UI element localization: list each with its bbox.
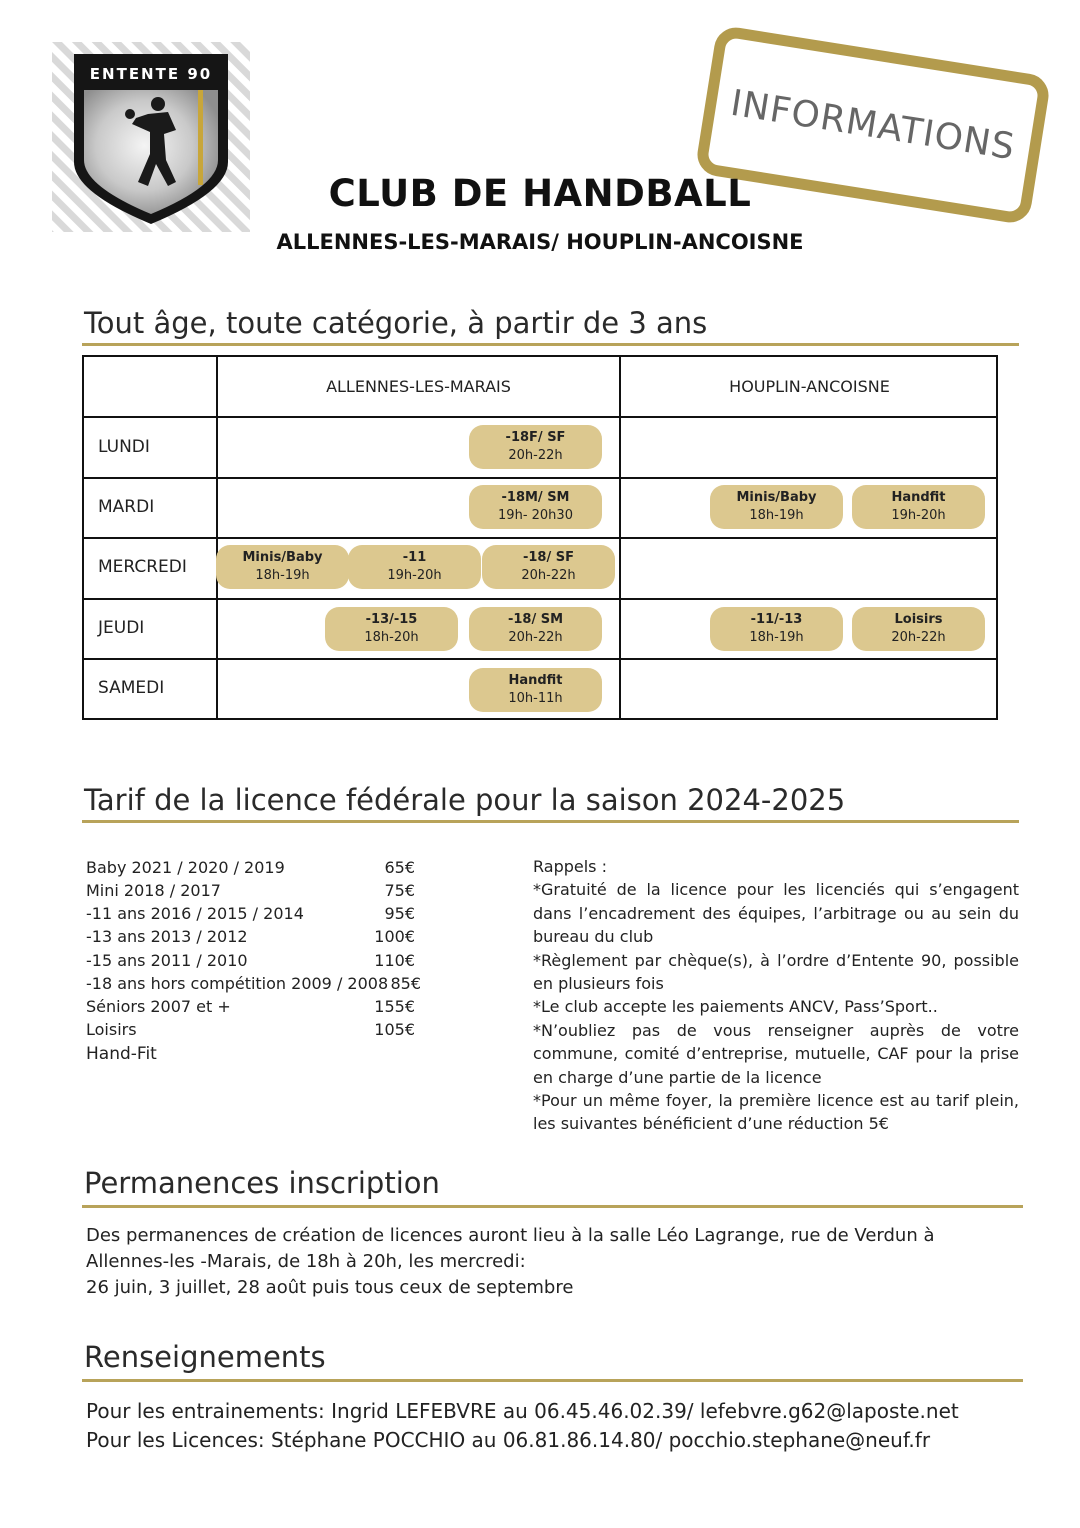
rappel-item: *Gratuité de la licence pour les licenciés qui s’engagent dans l’encadrement des équipes, l’arbitrage ou au sein du bureau du club [533, 880, 1019, 947]
slot-time: 18h-20h [364, 630, 419, 645]
slot-category: -18/ SM [507, 612, 564, 627]
day-label-mercredi: MERCREDI [98, 557, 187, 577]
rappel-item: *N’oubliez pas de vous renseigner auprès de votre commune, comité d’entreprise, mutuelle, CAF pour la prise en charge d’une partie de la licence [533, 1020, 1019, 1087]
rappels-block [533, 855, 1019, 1136]
slot-time: 18h-19h [255, 568, 310, 583]
day-label-jeudi: JEUDI [98, 618, 145, 638]
tarif-label: Séniors 2007 et + [86, 997, 231, 1016]
renseignements-text [86, 1397, 959, 1455]
training-slot [469, 425, 602, 469]
tarif-row [86, 904, 421, 927]
tarif-row [86, 951, 421, 974]
tarif-label: Baby 2021 / 2020 / 2019 [86, 858, 285, 877]
permanences-heading: Permanences inscription [84, 1166, 440, 1200]
stamp-text: INFORMATIONS [727, 82, 1019, 168]
slot-category: Handfit [891, 490, 946, 505]
tarif-label: -15 ans 2011 / 2010 [86, 951, 248, 970]
renseignements-heading: Renseignements [84, 1340, 326, 1374]
tarif-row [86, 927, 421, 950]
permanences-divider [82, 1205, 1023, 1208]
tarif-label: -18 ans hors compétition 2009 / 2008 [86, 974, 389, 993]
slot-time: 20h-22h [521, 568, 576, 583]
day-label-mardi: MARDI [98, 497, 155, 517]
schedule-table [82, 355, 998, 720]
logo-text: ENTENTE 90 [89, 65, 213, 83]
tarif-price: 65€ [384, 858, 415, 877]
slot-category: -18M/ SM [501, 490, 570, 505]
page-title: CLUB DE HANDBALL [328, 172, 752, 215]
slot-category: Loisirs [894, 612, 943, 627]
slot-time: 20h-22h [508, 630, 563, 645]
renseignements-divider [82, 1379, 1023, 1382]
slot-time: 19h-20h [387, 568, 442, 583]
slot-category: -11/-13 [750, 612, 803, 627]
tarif-price: 155€ [374, 997, 415, 1016]
tarif-label: -11 ans 2016 / 2015 / 2014 [86, 904, 304, 923]
training-slot [216, 545, 349, 589]
tarif-price: 100€ [374, 927, 415, 946]
table-row-divider [84, 658, 996, 660]
permanences-line: Des permanences de création de licences auront lieu à la salle Léo Lagrange, rue de Verdun à [86, 1225, 935, 1246]
table-row-divider [84, 598, 996, 600]
tarif-row [86, 1020, 421, 1043]
training-slot [852, 485, 985, 529]
slot-category: -18/ SF [522, 550, 574, 565]
tarif-row [86, 858, 421, 881]
slot-time: 18h-19h [749, 630, 804, 645]
table-row-divider [84, 416, 996, 418]
tarif-price: 105€ [374, 1020, 415, 1039]
rappel-item: *Règlement par chèque(s), à l’ordre d’Entente 90, possible en plusieurs fois [533, 950, 1019, 994]
tarif-row [86, 974, 421, 997]
slot-category: -18F/ SF [505, 430, 566, 445]
column-header-houplin: HOUPLIN-ANCOISNE [729, 377, 890, 396]
rappel-item: *Pour un même foyer, la première licence est au tarif plein, les suivantes bénéficient d’une réduction 5€ [533, 1091, 1019, 1134]
training-slot [348, 545, 481, 589]
table-row-divider [84, 477, 996, 479]
tarif-price: 75€ [384, 881, 415, 900]
permanences-line: Allennes-les -Marais, de 18h à 20h, les mercredi: [86, 1251, 526, 1272]
tarif-heading: Tarif de la licence fédérale pour la saison 2024-2025 [84, 783, 846, 817]
training-slot [469, 668, 602, 712]
schedule-divider [82, 343, 1019, 346]
training-slot [852, 607, 985, 651]
page-subtitle: ALLENNES-LES-MARAIS/ HOUPLIN-ANCOISNE [276, 230, 804, 254]
slot-time: 20h-22h [891, 630, 946, 645]
slot-time: 10h-11h [508, 691, 563, 706]
slot-category: -11 [402, 550, 427, 565]
training-slot [710, 607, 843, 651]
schedule-heading: Tout âge, toute catégorie, à partir de 3 ans [84, 306, 708, 340]
slot-time: 20h-22h [508, 448, 563, 463]
tarif-price: 95€ [384, 904, 415, 923]
tarif-label: Hand-Fit [86, 1044, 157, 1064]
tarif-row [86, 1044, 421, 1067]
slot-category: Minis/Baby [242, 550, 323, 565]
tarif-price: 85€ [390, 974, 421, 993]
training-slot [325, 607, 458, 651]
contact-line-entrainements: Pour les entrainements: Ingrid LEFEBVRE au 06.45.46.02.39/ lefebvre.g62@laposte.net [86, 1399, 959, 1423]
day-label-samedi: SAMEDI [98, 678, 165, 698]
permanences-line: 26 juin, 3 juillet, 28 août puis tous ceux de septembre [86, 1277, 574, 1298]
tarif-row [86, 997, 421, 1020]
tarif-label: Mini 2018 / 2017 [86, 881, 221, 900]
tarif-divider [82, 820, 1019, 823]
rappels-title: Rappels : [533, 857, 607, 876]
rappel-item: *Le club accepte les paiements ANCV, Pass’Sport.. [533, 997, 938, 1017]
slot-time: 18h-19h [749, 508, 804, 523]
training-slot [469, 485, 602, 529]
tarif-label: Loisirs [86, 1020, 137, 1039]
tarif-label: -13 ans 2013 / 2012 [86, 927, 248, 946]
tarif-row [86, 881, 421, 904]
slot-time: 19h-20h [891, 508, 946, 523]
club-logo [52, 42, 250, 232]
slot-category: Handfit [508, 673, 563, 688]
contact-line-licences: Pour les Licences: Stéphane POCCHIO au 06.81.86.14.80/ pocchio.stephane@neuf.fr [86, 1428, 931, 1452]
permanences-text [86, 1223, 935, 1301]
training-slot [710, 485, 843, 529]
training-slot [482, 545, 615, 589]
tarif-price: 110€ [374, 951, 415, 970]
slot-category: -13/-15 [365, 612, 418, 627]
slot-category: Minis/Baby [736, 490, 817, 505]
training-slot [469, 607, 602, 651]
day-label-lundi: LUNDI [98, 437, 150, 457]
table-row-divider [84, 537, 996, 539]
slot-time: 19h- 20h30 [498, 508, 573, 523]
column-header-allennes: ALLENNES-LES-MARAIS [326, 377, 511, 396]
